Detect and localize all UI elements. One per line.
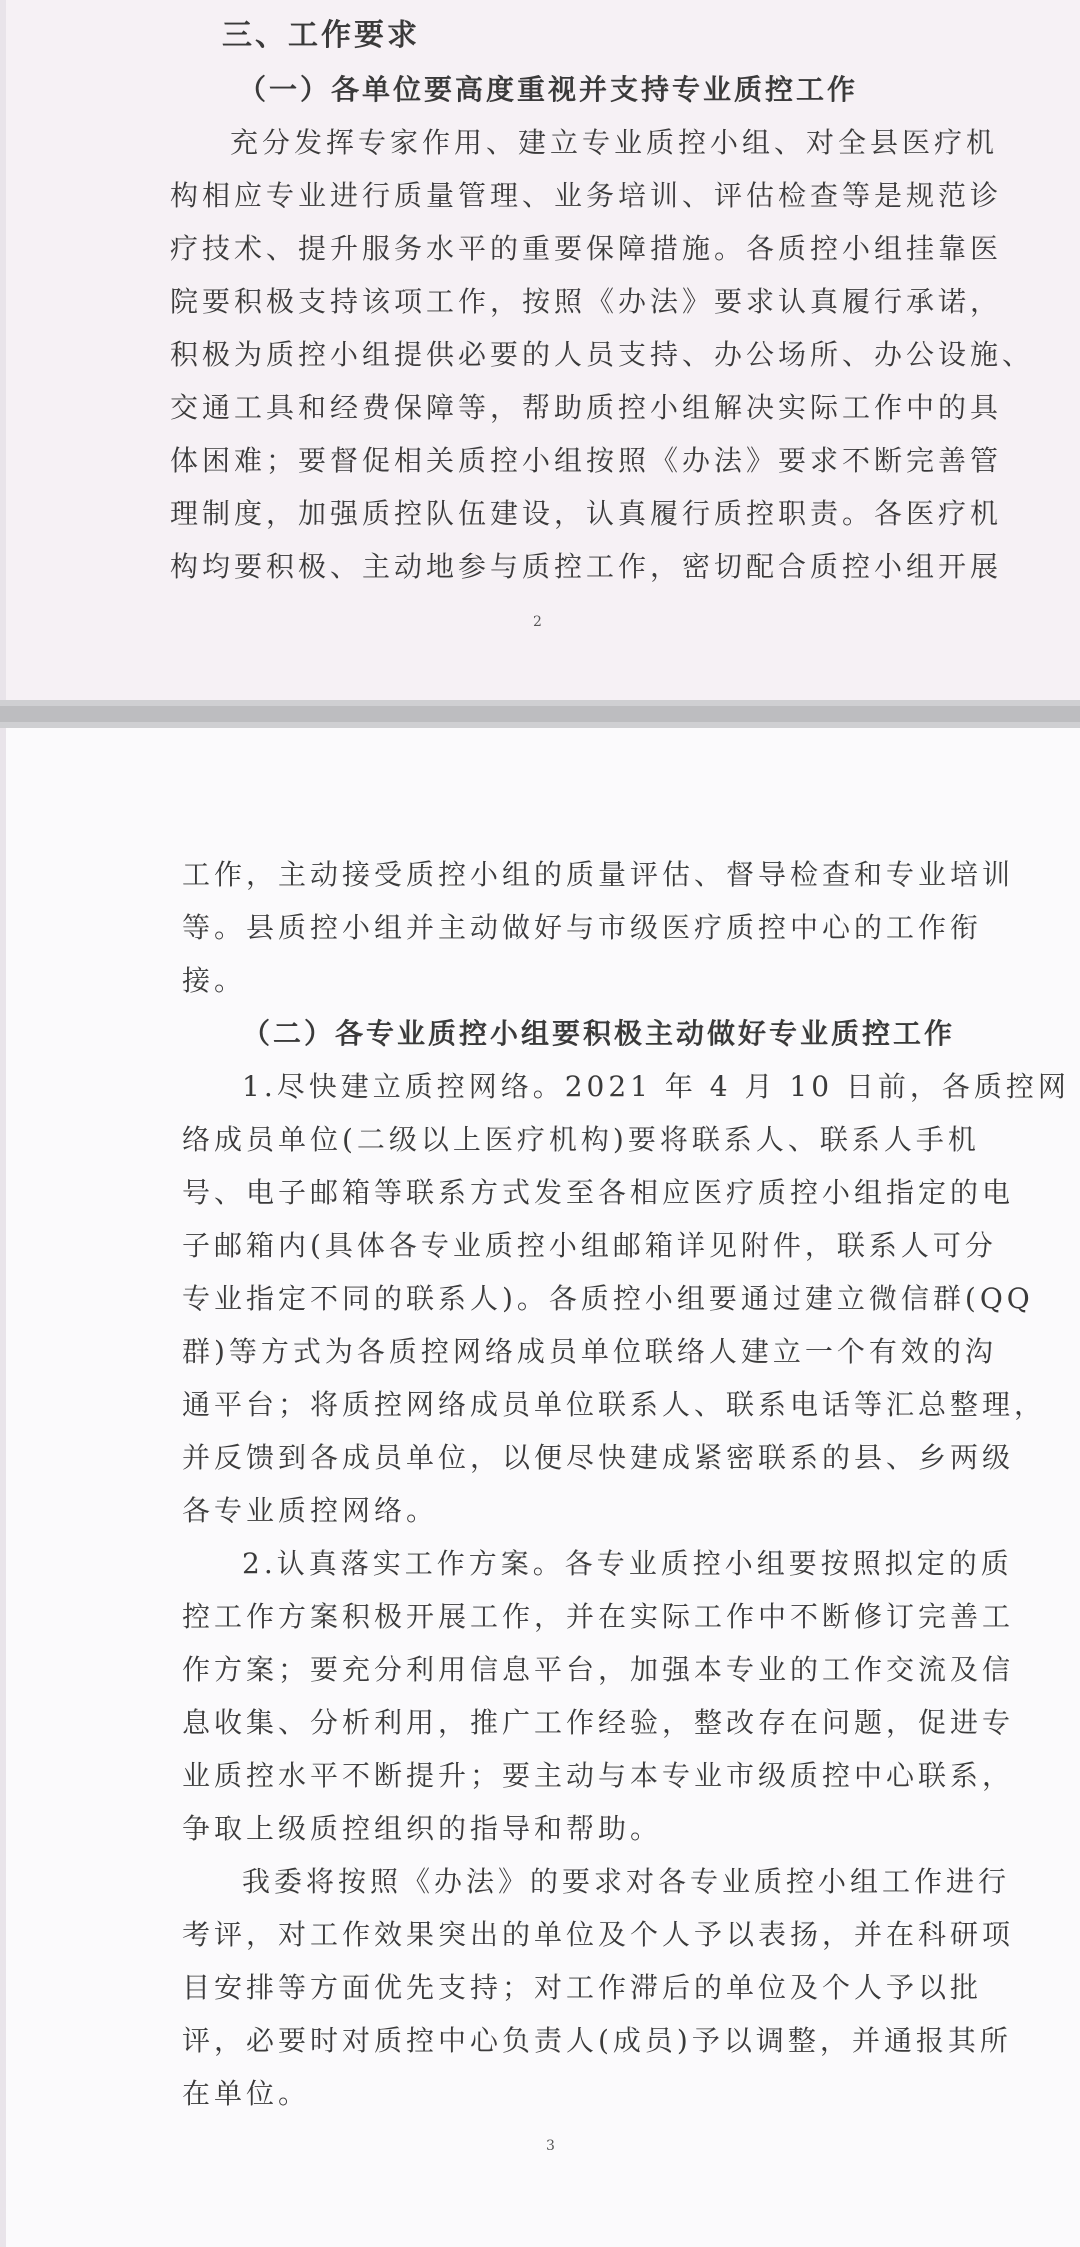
page3-body <box>182 848 1070 2120</box>
body-line: 工作，主动接受质控小组的质量评估、督导检查和专业培训 <box>182 858 1015 891</box>
body-line: 号、电子邮箱等联系方式发至各相应医疗质控小组指定的电 <box>182 1176 1015 1209</box>
body-line: 院要积极支持该项工作，按照《办法》要求认真履行承诺， <box>170 285 1003 318</box>
body-line: 等。县质控小组并主动做好与市级医疗质控中心的工作衔 <box>182 911 983 944</box>
page-number: 2 <box>533 614 542 630</box>
body-line: 专业指定不同的联系人)。各质控小组要通过建立微信群(QQ <box>182 1282 1034 1315</box>
body-line: 在单位。 <box>182 2077 311 2110</box>
body-line: 体困难；要督促相关质控小组按照《办法》要求不断完善管 <box>170 444 1003 477</box>
body-line: 控工作方案积极开展工作，并在实际工作中不断修订完善工 <box>182 1600 1015 1633</box>
subsection-title-2: （二）各专业质控小组要积极主动做好专业质控工作 <box>242 1017 956 1050</box>
page-gap <box>0 706 1080 722</box>
body-line: 1.尽快建立质控网络。2021 年 4 月 10 日前，各质控网 <box>242 1070 1070 1103</box>
section-title: 三、工作要求 <box>222 18 420 53</box>
body-line: 通平台；将质控网络成员单位联系人、联系电话等汇总整理， <box>182 1388 1047 1421</box>
document-page-2 <box>0 0 1080 700</box>
body-line: 作方案；要充分利用信息平台，加强本专业的工作交流及信 <box>182 1653 1015 1686</box>
body-line: 充分发挥专家作用、建立专业质控小组、对全县医疗机 <box>230 126 999 159</box>
body-line: 评，必要时对质控中心负责人(成员)予以调整，并通报其所 <box>182 2024 1012 2057</box>
body-line: 息收集、分析利用，推广工作经验，整改存在问题，促进专 <box>182 1706 1015 1739</box>
body-line: 疗技术、提升服务水平的重要保障措施。各质控小组挂靠医 <box>170 232 1003 265</box>
body-line: 我委将按照《办法》的要求对各专业质控小组工作进行 <box>242 1865 1011 1898</box>
body-line: 交通工具和经费保障等，帮助质控小组解决实际工作中的具 <box>170 391 1003 424</box>
document-page-3 <box>0 728 1080 2247</box>
page-number: 3 <box>546 2138 555 2154</box>
body-line: 群)等方式为各质控网络成员单位联络人建立一个有效的沟 <box>182 1335 997 1368</box>
subsection-title-1: （一）各单位要高度重视并支持专业质控工作 <box>238 73 859 106</box>
page-edge-shadow <box>0 0 6 700</box>
body-line: 争取上级质控组织的指导和帮助。 <box>182 1812 663 1845</box>
page-edge-shadow <box>0 728 6 2247</box>
body-line: 络成员单位(二级以上医疗机构)要将联系人、联系人手机 <box>182 1123 980 1156</box>
body-line: 理制度，加强质控队伍建设，认真履行质控职责。各医疗机 <box>170 497 1003 530</box>
body-line: 接。 <box>182 964 247 997</box>
page-separator <box>0 700 1080 728</box>
body-line: 各专业质控网络。 <box>182 1494 439 1527</box>
body-line: 构均要积极、主动地参与质控工作，密切配合质控小组开展 <box>170 550 1003 583</box>
body-line: 并反馈到各成员单位，以便尽快建成紧密联系的县、乡两级 <box>182 1441 1015 1474</box>
body-line: 子邮箱内(具体各专业质控小组邮箱详见附件，联系人可分 <box>182 1229 997 1262</box>
page2-body <box>170 116 1034 593</box>
body-line: 考评，对工作效果突出的单位及个人予以表扬，并在科研项 <box>182 1918 1015 1951</box>
body-line: 积极为质控小组提供必要的人员支持、办公场所、办公设施、 <box>170 338 1035 371</box>
body-line: 目安排等方面优先支持；对工作滞后的单位及个人予以批 <box>182 1971 983 2004</box>
body-line: 2.认真落实工作方案。各专业质控小组要按照拟定的质 <box>242 1547 1013 1580</box>
body-line: 业质控水平不断提升；要主动与本专业市级质控中心联系， <box>182 1759 1015 1792</box>
body-line: 构相应专业进行质量管理、业务培训、评估检查等是规范诊 <box>170 179 1003 212</box>
